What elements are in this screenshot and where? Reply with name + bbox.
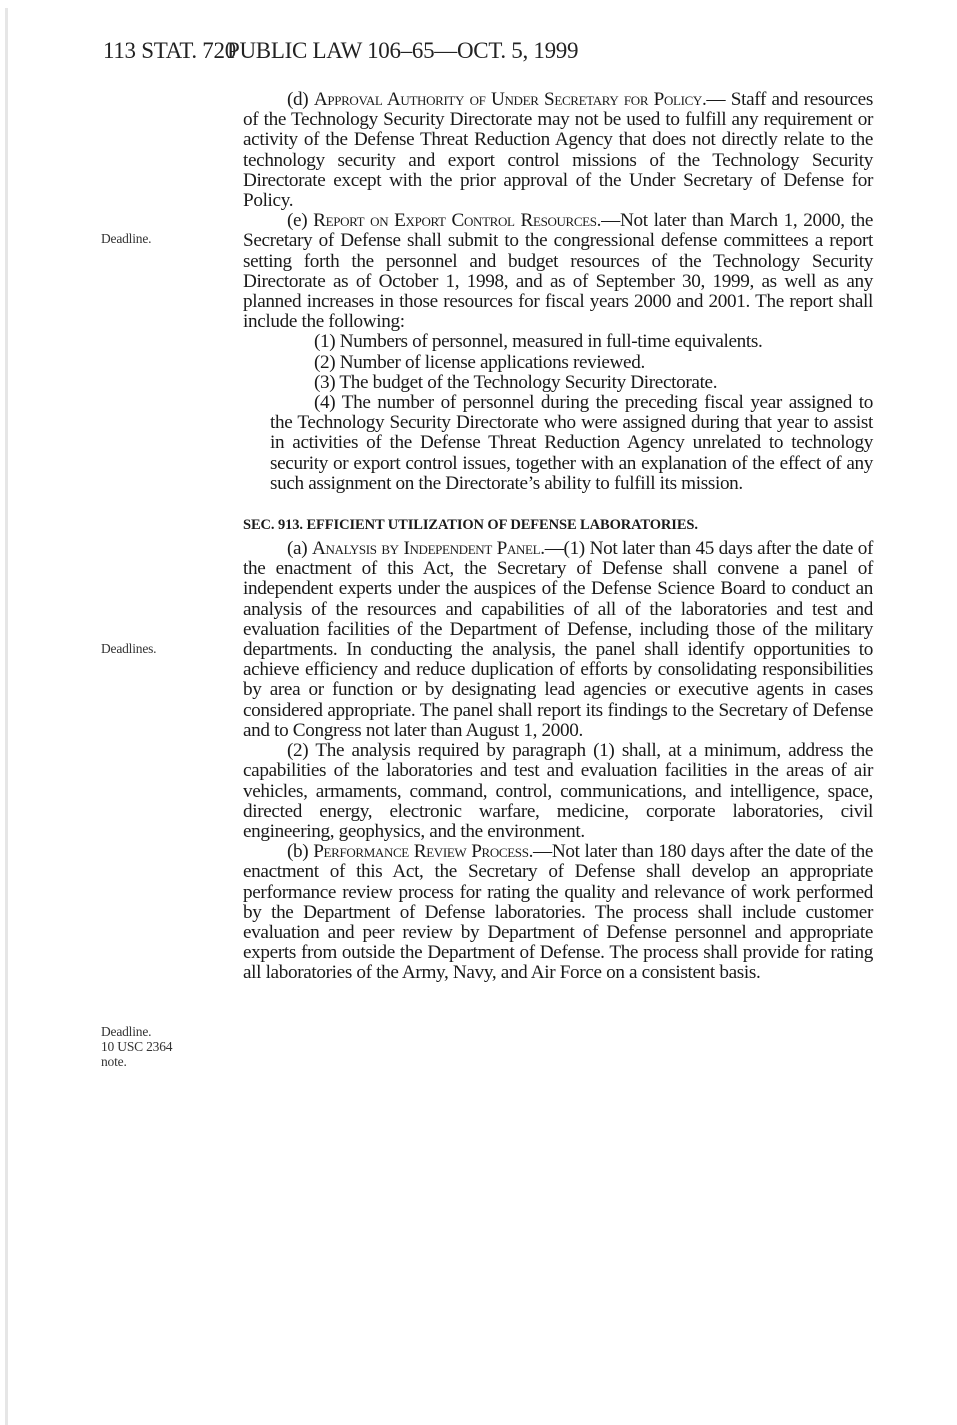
- subsection-b-heading: Performance Review Process.: [313, 841, 534, 863]
- section-913-heading: SEC. 913. EFFICIENT UTILIZATION OF DEFENSE LABORATORIES.: [243, 517, 698, 534]
- subsection-e-item-4: (4) The number of personnel during the preceding fiscal year assigned to the Technology Security Directorate who were assigned during that year to assist in activities of the Defense Threat Reduction Agency unrelated to technology security or export control issues, together with an explanation of the effect of any such assignment on the Directorate’s ability to fulfill its mission.: [270, 392, 873, 494]
- subsection-d-label: (d): [287, 89, 314, 110]
- subsection-e-item-1: (1) Numbers of personnel, measured in full-time equivalents.: [314, 331, 763, 353]
- subsection-d-heading: Approval Authority of Under Secretary for Policy.: [313, 89, 707, 110]
- margin-note-deadline-b: Deadline.: [101, 1024, 152, 1039]
- subsection-a-heading: Analysis by Independent Panel.: [311, 538, 545, 560]
- subsection-e-text: —Not later than March 1, 2000, the Secretary of Defense shall submit to the congressional defense committees a report setting forth the personnel and budget resources of the Technology Security Directorate as of October 1, 1998, and as of September 30, 1999, as well as any planned increases in those resources for fiscal years 2000 and 2001. The report shall include the following:: [243, 210, 873, 333]
- subsection-a-text-1: —(1) Not later than 45 days after the date of the enactment of this Act, the Secretary of Defense shall convene a panel of independent experts under the auspices of the Defense Science Board to conduct an analysis of the resources and capabilities of all of the laboratories and test and evaluation facilities of the Department of Defense, including those of the military departments. In conducting the analysis, the panel shall identify opportunities to achieve efficiency and reduce duplication of efforts by consolidating responsibilities by area or function or by designating lead agencies or executive agents in cases considered appropriate. The panel shall report its findings to the Secretary of Defense and to Congress not later than August 1, 2000.: [243, 538, 873, 741]
- subsection-b-label: (b): [287, 841, 314, 863]
- subsection-d: [243, 90, 873, 211]
- body-text-column: [243, 90, 873, 984]
- subsection-a-paragraph-1: [243, 539, 873, 741]
- subsection-b: [243, 842, 873, 983]
- margin-note-note: note.: [101, 1054, 127, 1069]
- subsection-e-item-3: (3) The budget of the Technology Security Directorate.: [314, 371, 718, 393]
- page-edge-line: [5, 8, 8, 1425]
- margin-note-usc-citation: 10 USC 2364: [101, 1039, 173, 1054]
- stat-page-number: 113 STAT. 720: [103, 38, 236, 63]
- margin-note-deadline-e: Deadline.: [101, 231, 152, 246]
- subsection-a-label: (a): [287, 538, 312, 560]
- subsection-a-paragraph-2: (2) The analysis required by paragraph (1) shall, at a minimum, address the capabilities of the laboratories and test and evaluation facilities in the areas of air vehicles, armaments, command, control, communications, and intelligence, space, directed energy, electronic warfare, medicine, corporate laboratories, civil engineering, geophysics, and the environment.: [243, 740, 873, 842]
- subsection-e-heading: Report on Export Control Resources.: [313, 210, 602, 232]
- page-header: [103, 38, 883, 68]
- subsection-e: [243, 211, 873, 332]
- subsection-d-text: — Staff and resources of the Technology Security Directorate may not be used to fulfill any requirement or activity of the Defense Threat Reduction Agency that does not directly relate to the technology security and export control missions of the Technology Security Directorate except with the prior approval of the Under Secretary of Defense for Policy.: [243, 89, 873, 212]
- subsection-e-label: (e): [287, 210, 314, 232]
- public-law-title: PUBLIC LAW 106–65—OCT. 5, 1999: [227, 38, 579, 63]
- subsection-e-item-2: (2) Number of license applications reviewed.: [314, 351, 645, 373]
- subsection-b-text: —Not later than 180 days after the date of the enactment of this Act, the Secretary of Defense shall develop an appropriate performance review process for rating the quality and relevance of work performed by the Department of Defense laboratories. The process shall include customer evaluation and peer review by Department of Defense personnel and appropriate experts from outside the Department of Defense. The process shall provide for rating all laboratories of the Army, Navy, and Air Force on a consistent basis.: [243, 841, 873, 984]
- margin-note-deadlines-a: Deadlines.: [101, 641, 157, 656]
